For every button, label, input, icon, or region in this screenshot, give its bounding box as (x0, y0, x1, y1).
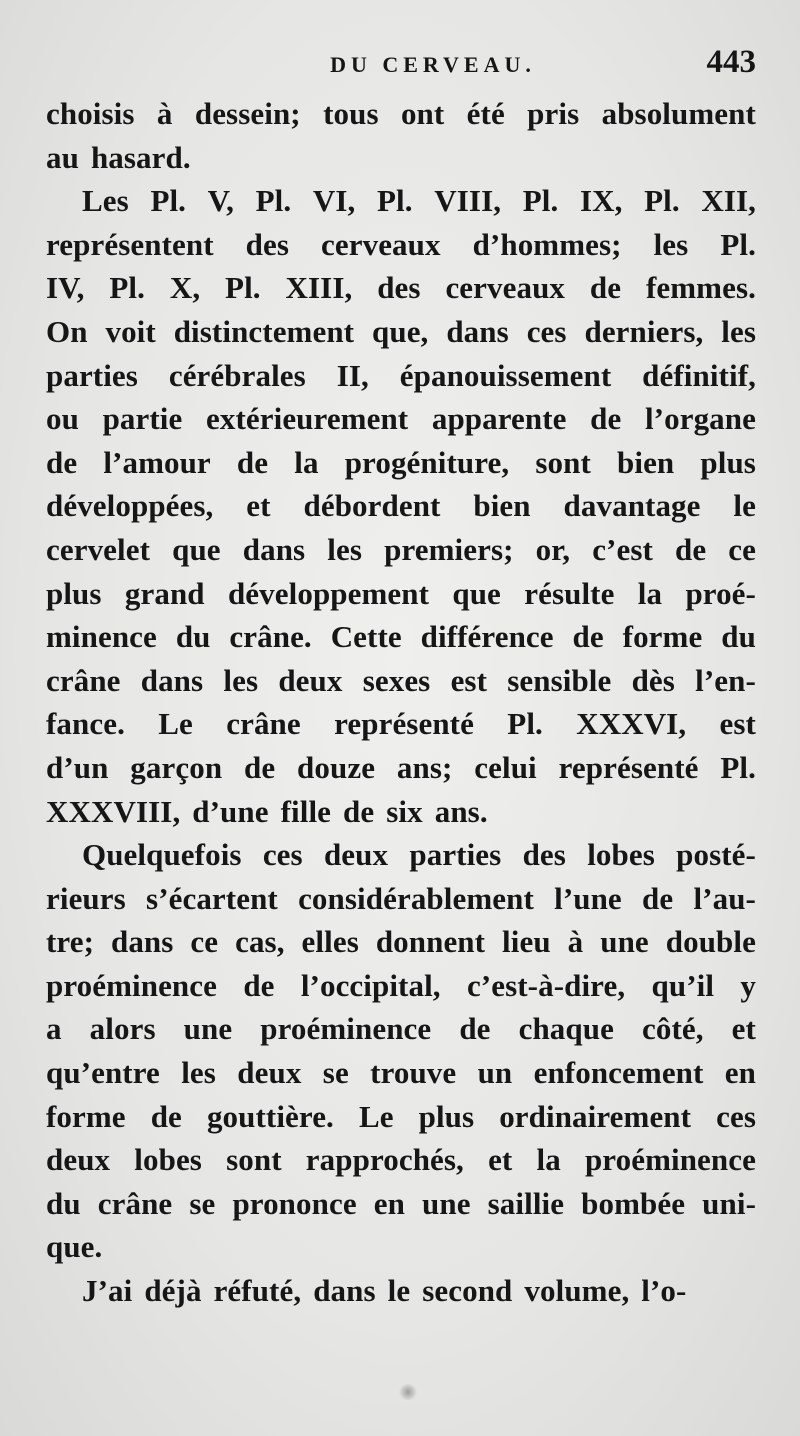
text-line: ou partie extérieurement apparente de l’organe (46, 401, 756, 437)
text-line: XXXVIII, d’une fille de six ans. (46, 793, 488, 829)
text-line: crâne dans les deux sexes est sensible dès l’en- (46, 662, 756, 698)
text-line: IV, Pl. X, Pl. XIII, des cerveaux de femmes. (46, 270, 756, 306)
text-line: de l’amour de la progéniture, sont bien plus (46, 444, 756, 480)
text-line: Les Pl. V, Pl. VI, Pl. VIII, Pl. IX, Pl. XII, (82, 183, 756, 219)
text-line: tre; dans ce cas, elles donnent lieu à une double (46, 924, 756, 960)
text-line: On voit distinctement que, dans ces derniers, les (46, 313, 756, 349)
text-line: Quelquefois ces deux parties des lobes posté- (82, 837, 756, 873)
text-line: du crâne se prononce en une saillie bombée uni- (46, 1185, 756, 1221)
text-line: forme de gouttière. Le plus ordinairement ces (46, 1098, 756, 1134)
ink-smudge (398, 1384, 418, 1400)
text-line: choisis à dessein; tous ont été pris absolument (46, 96, 756, 131)
text-line: au hasard. (46, 139, 191, 175)
page-header (48, 44, 758, 88)
text-line: proéminence de l’occipital, c’est-à-dire, qu’il y (46, 967, 756, 1003)
running-head: DU CERVEAU. (330, 52, 536, 77)
text-line: qu’entre les deux se trouve un enfoncement en (46, 1055, 756, 1091)
text-line: fance. Le crâne représenté Pl. XXXVI, est (46, 706, 756, 742)
text-line: représentent des cerveaux d’hommes; les Pl. (46, 226, 756, 262)
text-line: parties cérébrales II, épanouissement définitif, (46, 357, 756, 393)
text-line: d’un garçon de douze ans; celui représenté Pl. (46, 749, 756, 785)
text-line: J’ai déjà réfuté, dans le second volume, l’o- (82, 1273, 687, 1309)
text-line: deux lobes sont rapprochés, et la proéminence (46, 1142, 756, 1178)
text-line: a alors une proéminence de chaque côté, et (46, 1011, 756, 1047)
page-number: 443 (706, 44, 756, 80)
text-line: plus grand développement que résulte la proé- (46, 575, 756, 611)
text-line: cervelet que dans les premiers; or, c’est de ce (46, 531, 756, 567)
text-line: développées, et débordent bien davantage le (46, 488, 756, 524)
text-line: que. (46, 1229, 103, 1265)
body-text (46, 92, 756, 1313)
text-line: minence du crâne. Cette différence de forme du (46, 619, 756, 655)
text-line: rieurs s’écartent considérablement l’une de l’au- (46, 880, 756, 916)
